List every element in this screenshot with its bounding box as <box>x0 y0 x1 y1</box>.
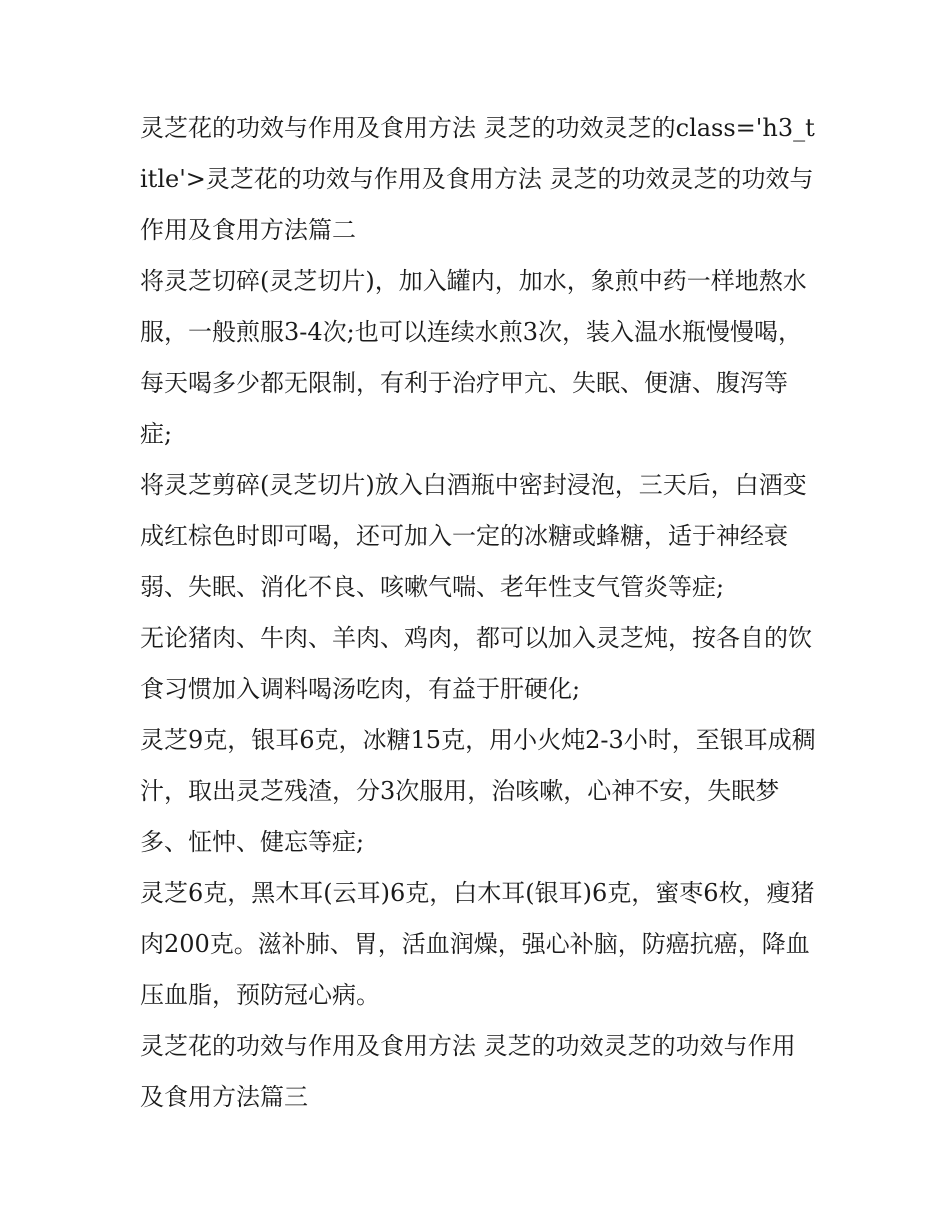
paragraph-wood-ear-recipe: 灵芝6克，黑木耳(云耳)6克，白木耳(银耳)6克，蜜枣6枚，瘦猪肉200克。滋补肺、胃，活血润燥，强心补脑，防癌抗癌，降血压血脂，预防冠心病。 <box>140 879 815 1009</box>
paragraph-stewed-meat: 无论猪肉、牛肉、羊肉、鸡肉，都可以加入灵芝炖，按各自的饮食习惯加入调料喝汤吃肉，有益于肝硬化; <box>140 624 812 703</box>
paragraph-wine-infusion: 将灵芝剪碎(灵芝切片)放入白酒瓶中密封浸泡，三天后，白酒变成红棕色时即可喝，还可加入一定的冰糖或蜂糖，适于神经衰弱、失眠、消化不良、咳嗽气喘、老年性支气管炎等症; <box>140 471 807 601</box>
paragraph-silver-ear-recipe: 灵芝9克，银耳6克，冰糖15克，用小火炖2-3小时，至银耳成稠汁，取出灵芝残渣，分3次服用，治咳嗽，心神不安，失眠梦多、怔忡、健忘等症; <box>140 726 816 856</box>
paragraph-heading-section-3: 灵芝花的功效与作用及食用方法 灵芝的功效灵芝的功效与作用及食用方法篇三 <box>140 1032 796 1111</box>
paragraph-heading-section-2: 灵芝花的功效与作用及食用方法 灵芝的功效灵芝的class='h3_title'>灵芝花的功效与作用及食用方法 灵芝的功效灵芝的功效与作用及食用方法篇二 <box>140 114 815 244</box>
paragraph-decoction-method: 将灵芝切碎(灵芝切片)，加入罐内，加水，象煎中药一样地熬水服，一般煎服3-4次;也可以连续水煎3次，装入温水瓶慢慢喝，每天喝多少都无限制，有利于治疗甲亢、失眠、便溏、腹泻等症; <box>140 267 807 448</box>
document-body <box>140 103 816 1123</box>
